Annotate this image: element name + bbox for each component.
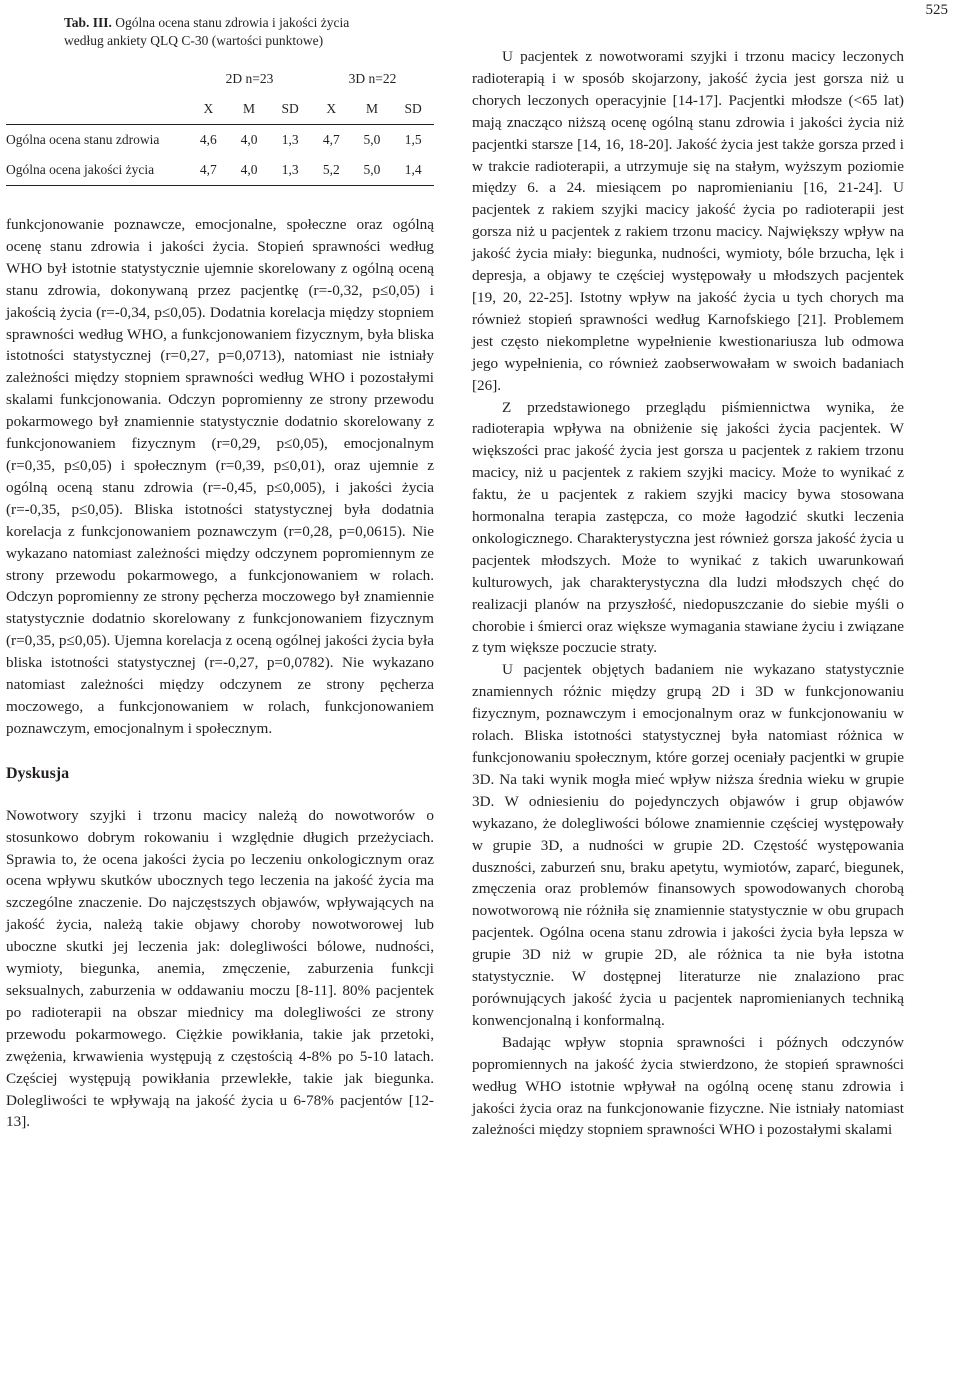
body-paragraph: Nowotwory szyjki i trzonu macicy należą do nowotworów o stosunkowo dobrym rokowaniu i względnie długich przeżyciach. Sprawia to, że ocena jakości życia po leczeniu onkologicznym oraz ocena wpływu skutków ubocznych tego leczenia na jakość życia ma szczególne znaczenie. Do najczęstszych objawów, wpływających na jakość życia, należą takie objawy choroby nowotworowej lub uboczne skutki jej leczenia jak: dolegliwości bólowe, nudności, wymioty, biegunka, anemia, zmęczenie, zaburzenia funkcji seksualnych, zaburzenia w oddawaniu moczu [8-11]. 80% pacjentek po radioterapii na obszar miednicy ma dolegliwości ze strony przewodu pokarmowego. Ciężkie powikłania, takie jak przetoki, zwężenia, krwawienia występują z częstością 4-8% po 5-10 latach. Częściej występują powikłania przewlekłe, takie jak biegunka. Dolegliwości te wpływają na jakość życia u 6-78% pacjentów [12-13].: [6, 806, 434, 1131]
body-paragraph: Z przedstawionego przeglądu piśmiennictwa wynika, że radioterapia wpływa na obniżenie się jakości życia pacjentek. W większości prac jakość życia jest gorsza u pacjentek z rakiem trzonu macicy, niż u pacjentek z rakiem szyjki macicy. Może to wynikać z faktu, że u pacjentek z rakiem szyjki macicy bywa stosowana hormonalna terapia zastępcza, co może łagodzić skutki leczenia onkologicznego. Charakterystyczna jest również gorsza jakość życia u pacjentek młodszych. Może to wynikać z takich uwarunkowań kulturowych, jak charakterystyczna dla ludzi młodszych chęć do realizacji planów na przyszłość, niedopuszczanie do siebie myśli o chorobie i śmierci oraz większe wymagania stawiane życiu i związane z tym większe poczucie straty.: [472, 398, 904, 657]
table-cell: 1,5: [404, 132, 422, 147]
table-row-label: Ogólna ocena stanu zdrowia: [6, 132, 160, 147]
table-cell: 4,7: [188, 155, 229, 186]
table-column-header-row: [6, 94, 434, 125]
table-cell: 4,7: [322, 132, 340, 147]
table-cell: 5,0: [363, 132, 381, 147]
table-cell: 5,2: [311, 155, 352, 186]
table-caption-line1: Ogólna ocena stanu zdrowia i jakości życia: [115, 15, 350, 30]
body-paragraph: funkcjonowanie poznawcze, emocjonalne, społeczne oraz ogólną ocenę stanu zdrowia i jakości życia. Stopień sprawności według WHO był istotnie statystycznie ujemnie skorelowany z ogólną oceną stanu zdrowia, dokonywaną przez pacjentkę (r=-0,32, p≤0,05) i jakością życia (r=-0,34, p≤0,05). Dodatnia korelacja między stopniem sprawności według WHO, a funkcjonowaniem fizycznym, była bliska istotności statystycznej (r=0,27, p=0,0713), natomiast nie istniały zależności między stopniem sprawności według WHO i pozostałymi skalami funkcjonowania. Odczyn popromienny ze strony przewodu pokarmowego był znamiennie statystycznie dodatnio skorelowany z funkcjonowaniem fizycznym (r=0,29, p≤0,05), emocjonalnym (r=0,35, p≤0,05) i społecznym (r=0,39, p≤0,01), oraz ujemnie z ogólną oceną stanu zdrowia (r=-0,45, p≤0,005), i jakości życia (r=-0,35, p≤0,05). Bliska istotności statystycznej była dodatnia korelacja z funkcjonowaniem poznawczym (r=0,28, p=0,0615). Nie wykazano natomiast zależności między odczynem popromiennym ze strony przewodu pokarmowego, a funkcjonowaniem w rolach. Odczyn popromienny ze strony pęcherza moczowego był znamiennie statystycznie dodatnio skorelowany z funkcjonowaniem fizycznym (r=0,35, p≤0,05). Ujemna korelacja z oceną ogólnej jakości życia była bliska istotności statystycznej (r=-0,27, p=0,0782). Nie wykazano natomiast zależności między odczynem ze strony pęcherza moczowego, a funkcjonowaniem w rolach, funkcjonowaniem poznawczym, emocjonalnym i społecznym.: [6, 216, 434, 737]
left-column: [6, 14, 434, 1133]
table-column-header: X: [311, 94, 352, 125]
table-cell: 1,4: [392, 155, 434, 186]
table-caption-label: Tab. III.: [64, 15, 112, 30]
table-row: [6, 155, 434, 186]
right-column: [472, 46, 904, 1141]
table-cell: 4,0: [229, 155, 270, 186]
table-column-header: SD: [269, 94, 311, 125]
table-column-header: M: [229, 94, 270, 125]
table-row: [6, 125, 434, 156]
table-cell: 4,0: [240, 132, 258, 147]
body-paragraph: U pacjentek z nowotworami szyjki i trzonu macicy leczonych radioterapią i w sposób skojarzony, jakość życia jest gorsza niż u chorych leczonych operacyjnie [14-17]. Pacjentki młodsze (<65 lat) mają znacząco niższą ocenę ogólną stanu zdrowia i jakości życia niż pacjentki starsze [14, 16, 18-20]. Jakość życia jest także gorsza przed i w trakcie radioterapii, a utrzymuje się na stałym, wyższym poziomie między 6. a 24. miesiącem po napromienianiu [16, 21-24]. U pacjentek z rakiem szyjki macicy jakość życia po radioterapii jest gorsza niż u pacjentek z rakiem trzonu macicy. Największy wpływ na jakość życia miały: biegunka, nudności, wymioty, bóle brzucha, lęk i depresja, a objawy te częściej występowały u młodszych pacjentek [19, 20, 22-25]. Istotny wpływ na jakość życia u tych chorych ma również stopień sprawności według Karnofskiego [21]. Problemem jest często niekompletne wypełnienie kwestionariusza lub odmowa jego wypełnienia, co również zaobserwowałam w swoich badaniach [26].: [472, 48, 904, 394]
table-column-header: SD: [392, 94, 434, 125]
table-group-header-row: [6, 58, 434, 94]
table-column-header: X: [188, 94, 229, 125]
table-group-header: 3D n=22: [348, 71, 397, 86]
table-group-header: 2D n=23: [225, 71, 274, 86]
body-paragraph: U pacjentek objętych badaniem nie wykazano statystycznie znamiennych różnic między grupą 2D i 3D w funkcjonowaniu fizycznym, poznawczym i emocjonalnym oraz w funkcjonowaniu w rolach. Bliska istotności statystycznej była natomiast różnica w funkcjonowaniu społecznym, które gorzej oceniały pacjentki w grupie 3D. Na taki wynik mogła mieć wpływ niższa średnia wieku w grupie 3D. W odniesieniu do pojedynczych objawów i grup objawów wykazano, że dolegliwości bólowe znamiennie częściej występowały w grupie 3D, a nudności w grupie 2D. Częstość występowania duszności, zaburzeń snu, braku apetytu, wymiotów, zaparć, biegunek, zmęczenia oraz problemów finansowych spowodowanych chorobą nowotworową nie różniła się znamiennie statystycznie w obu grupach pacjentek. Ogólna ocena stanu zdrowia i jakości życia była lepsza w grupie 3D niż w grupie 2D, ale różnica ta nie była istotna statystycznie. W dostępnej literaturze nie znalaziono prac porównujących jakość życia u pacjentek napromienianych techniką konwencjonalną i konformalną.: [472, 661, 904, 1029]
table-cell: 1,3: [281, 132, 299, 147]
section-heading: Dyskusja: [6, 764, 70, 782]
table-caption: [64, 14, 434, 50]
quality-of-life-table: [6, 58, 434, 186]
table-column-header: M: [352, 94, 393, 125]
table-caption-line2: według ankiety QLQ C-30 (wartości punktowe): [64, 33, 324, 48]
table-cell: 5,0: [352, 155, 393, 186]
table-row-label: Ogólna ocena jakości życia: [6, 155, 188, 186]
table-cell: 1,3: [269, 155, 311, 186]
table-cell: 4,6: [199, 132, 217, 147]
body-paragraph: Badając wpływ stopnia sprawności i późnych odczynów popromiennych na jakość życia stwierdzono, że stopień sprawności według WHO istotnie wpływał na ogólną ocenę stanu zdrowia i jakości życia oraz na funkcjonowanie fizyczne. Nie istniały natomiast zależności między stopniem sprawności WHO i pozostałymi skalami: [472, 1033, 904, 1139]
page-number: 525: [925, 2, 948, 18]
